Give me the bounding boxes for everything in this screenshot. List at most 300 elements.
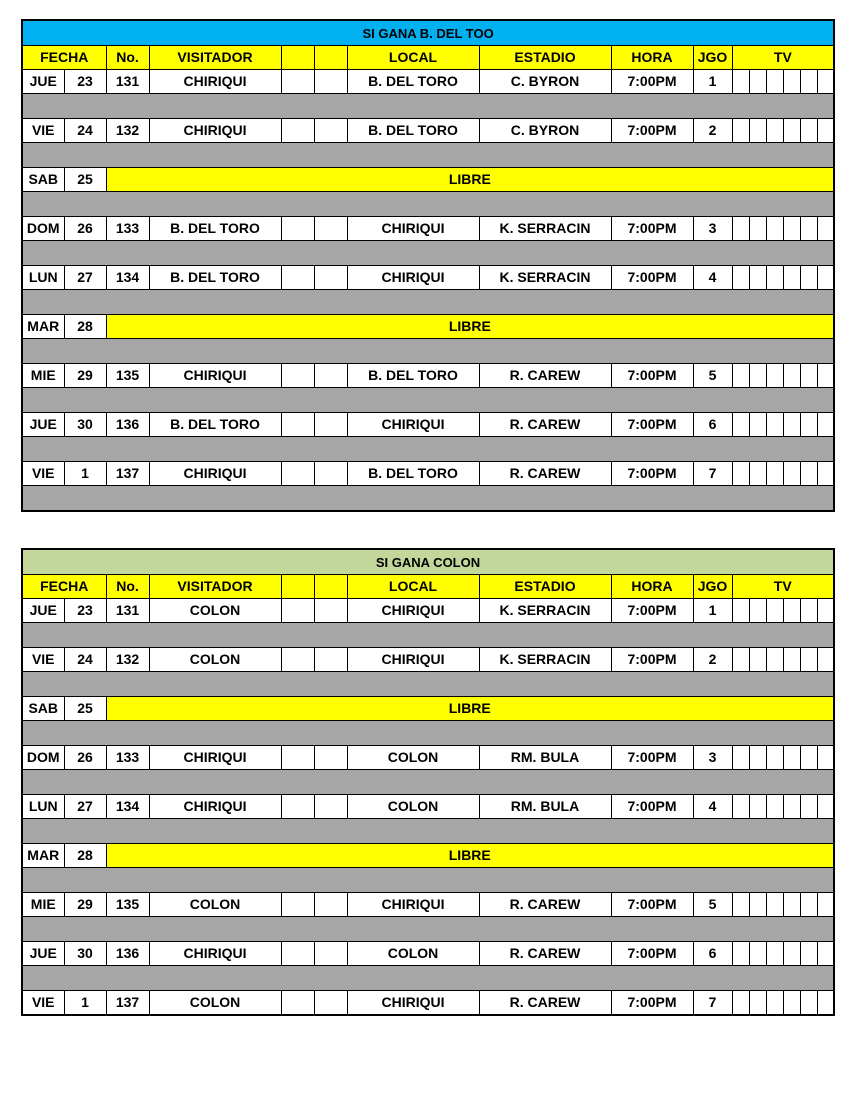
tv-cell	[817, 893, 834, 917]
tv-cell	[783, 462, 800, 486]
table-row	[22, 795, 834, 819]
spacer-row	[22, 192, 834, 217]
tv-cell	[732, 648, 749, 672]
blank-cell	[281, 648, 314, 672]
jgo-cell: 4	[693, 795, 732, 819]
hora-cell: 7:00PM	[611, 119, 693, 143]
table-title: SI GANA B. DEL TOO	[22, 20, 834, 46]
tv-cell	[749, 746, 766, 770]
tv-cell	[800, 942, 817, 966]
jgo-cell: 6	[693, 413, 732, 437]
spacer-row	[22, 819, 834, 844]
jgo-cell: 6	[693, 942, 732, 966]
tv-cell	[766, 599, 783, 623]
tv-cell	[766, 70, 783, 94]
tv-cell	[766, 364, 783, 388]
blank-cell	[281, 413, 314, 437]
table-row	[22, 991, 834, 1016]
spacer-row	[22, 339, 834, 364]
date-cell: 1	[64, 462, 106, 486]
jgo-cell: 5	[693, 364, 732, 388]
date-cell: 29	[64, 893, 106, 917]
date-cell: 1	[64, 991, 106, 1016]
date-cell: 24	[64, 119, 106, 143]
tv-cell	[749, 364, 766, 388]
spacer-row	[22, 143, 834, 168]
header-visitador: VISITADOR	[149, 46, 281, 70]
local-cell: CHIRIQUI	[347, 413, 479, 437]
visitador-cell: COLON	[149, 599, 281, 623]
header-estadio: ESTADIO	[479, 575, 611, 599]
game-number-cell: 137	[106, 991, 149, 1016]
spacer-row	[22, 241, 834, 266]
hora-cell: 7:00PM	[611, 599, 693, 623]
header-tv: TV	[732, 575, 834, 599]
local-cell: COLON	[347, 746, 479, 770]
tv-cell	[749, 119, 766, 143]
tv-cell	[817, 795, 834, 819]
day-cell: LUN	[22, 266, 64, 290]
tv-cell	[749, 266, 766, 290]
spacer-row	[22, 917, 834, 942]
tv-cell	[766, 991, 783, 1016]
blank-cell	[314, 462, 347, 486]
table-title: SI GANA COLON	[22, 549, 834, 575]
date-cell: 28	[64, 844, 106, 868]
spacer-cell	[22, 770, 834, 795]
spacer-row	[22, 868, 834, 893]
tv-cell	[783, 795, 800, 819]
tv-cell	[766, 413, 783, 437]
spacer-cell	[22, 819, 834, 844]
schedule-body	[22, 549, 834, 1015]
header-hora: HORA	[611, 575, 693, 599]
tv-cell	[800, 462, 817, 486]
tv-cell	[800, 991, 817, 1016]
table-row	[22, 893, 834, 917]
header-blank	[314, 46, 347, 70]
day-cell: JUE	[22, 942, 64, 966]
spacer-cell	[22, 966, 834, 991]
visitador-cell: CHIRIQUI	[149, 746, 281, 770]
table-row	[22, 599, 834, 623]
estadio-cell: R. CAREW	[479, 413, 611, 437]
day-cell: SAB	[22, 697, 64, 721]
visitador-cell: CHIRIQUI	[149, 942, 281, 966]
day-cell: MAR	[22, 315, 64, 339]
table-row	[22, 942, 834, 966]
day-cell: SAB	[22, 168, 64, 192]
game-number-cell: 135	[106, 364, 149, 388]
blank-cell	[281, 217, 314, 241]
tv-cell	[749, 942, 766, 966]
spacer-cell	[22, 868, 834, 893]
game-number-cell: 136	[106, 413, 149, 437]
tv-cell	[817, 648, 834, 672]
tv-cell	[800, 795, 817, 819]
hora-cell: 7:00PM	[611, 364, 693, 388]
spacer-cell	[22, 290, 834, 315]
tv-cell	[800, 266, 817, 290]
date-cell: 25	[64, 697, 106, 721]
estadio-cell: R. CAREW	[479, 364, 611, 388]
blank-cell	[314, 119, 347, 143]
game-number-cell: 136	[106, 942, 149, 966]
tv-cell	[766, 942, 783, 966]
visitador-cell: CHIRIQUI	[149, 364, 281, 388]
libre-cell: LIBRE	[106, 697, 834, 721]
day-cell: JUE	[22, 413, 64, 437]
schedule-table-colon	[21, 548, 835, 1016]
tv-cell	[749, 462, 766, 486]
local-cell: CHIRIQUI	[347, 217, 479, 241]
table-row	[22, 266, 834, 290]
header-estadio: ESTADIO	[479, 46, 611, 70]
game-number-cell: 133	[106, 746, 149, 770]
tv-cell	[732, 942, 749, 966]
visitador-cell: B. DEL TORO	[149, 266, 281, 290]
spacer-row	[22, 770, 834, 795]
date-cell: 27	[64, 266, 106, 290]
estadio-cell: C. BYRON	[479, 70, 611, 94]
libre-cell: LIBRE	[106, 844, 834, 868]
tv-cell	[817, 266, 834, 290]
blank-cell	[314, 599, 347, 623]
estadio-cell: R. CAREW	[479, 942, 611, 966]
date-cell: 23	[64, 70, 106, 94]
jgo-cell: 5	[693, 893, 732, 917]
tv-cell	[783, 364, 800, 388]
tv-cell	[766, 795, 783, 819]
tv-cell	[800, 119, 817, 143]
spacer-row	[22, 437, 834, 462]
spacer-cell	[22, 721, 834, 746]
game-number-cell: 137	[106, 462, 149, 486]
tv-cell	[766, 746, 783, 770]
day-cell: JUE	[22, 599, 64, 623]
tv-cell	[783, 942, 800, 966]
header-no: No.	[106, 46, 149, 70]
table-row	[22, 217, 834, 241]
local-cell: COLON	[347, 795, 479, 819]
tv-cell	[783, 413, 800, 437]
blank-cell	[281, 599, 314, 623]
local-cell: B. DEL TORO	[347, 462, 479, 486]
day-cell: JUE	[22, 70, 64, 94]
tv-cell	[732, 795, 749, 819]
jgo-cell: 3	[693, 746, 732, 770]
blank-cell	[314, 942, 347, 966]
visitador-cell: CHIRIQUI	[149, 119, 281, 143]
game-number-cell: 132	[106, 648, 149, 672]
local-cell: CHIRIQUI	[347, 599, 479, 623]
tv-cell	[732, 217, 749, 241]
tv-cell	[749, 413, 766, 437]
tv-cell	[817, 413, 834, 437]
tv-cell	[817, 746, 834, 770]
tv-cell	[766, 893, 783, 917]
day-cell: VIE	[22, 119, 64, 143]
tv-cell	[732, 893, 749, 917]
header-fecha: FECHA	[22, 46, 106, 70]
header-visitador: VISITADOR	[149, 575, 281, 599]
tv-cell	[732, 266, 749, 290]
table-row	[22, 648, 834, 672]
blank-cell	[314, 413, 347, 437]
tv-cell	[817, 991, 834, 1016]
tv-cell	[766, 266, 783, 290]
jgo-cell: 2	[693, 648, 732, 672]
blank-cell	[281, 364, 314, 388]
spacer-row	[22, 388, 834, 413]
date-cell: 28	[64, 315, 106, 339]
visitador-cell: B. DEL TORO	[149, 413, 281, 437]
tv-cell	[732, 413, 749, 437]
blank-cell	[314, 991, 347, 1016]
tv-cell	[800, 413, 817, 437]
tv-cell	[817, 599, 834, 623]
spacer-cell	[22, 143, 834, 168]
game-number-cell: 131	[106, 599, 149, 623]
tv-cell	[783, 991, 800, 1016]
spacer-row	[22, 721, 834, 746]
hora-cell: 7:00PM	[611, 648, 693, 672]
blank-cell	[314, 746, 347, 770]
blank-cell	[281, 746, 314, 770]
tv-cell	[766, 648, 783, 672]
tv-cell	[766, 119, 783, 143]
estadio-cell: K. SERRACIN	[479, 217, 611, 241]
local-cell: CHIRIQUI	[347, 648, 479, 672]
tv-cell	[800, 364, 817, 388]
jgo-cell: 4	[693, 266, 732, 290]
tv-cell	[749, 893, 766, 917]
spacer-cell	[22, 623, 834, 648]
jgo-cell: 1	[693, 70, 732, 94]
date-cell: 30	[64, 413, 106, 437]
blank-cell	[314, 364, 347, 388]
visitador-cell: COLON	[149, 648, 281, 672]
tv-cell	[783, 119, 800, 143]
hora-cell: 7:00PM	[611, 70, 693, 94]
blank-cell	[281, 119, 314, 143]
jgo-cell: 1	[693, 599, 732, 623]
blank-cell	[281, 462, 314, 486]
tv-cell	[783, 893, 800, 917]
blank-cell	[281, 893, 314, 917]
tv-cell	[749, 795, 766, 819]
spacer-cell	[22, 917, 834, 942]
day-cell: MAR	[22, 844, 64, 868]
table-row	[22, 746, 834, 770]
table-row	[22, 119, 834, 143]
tv-cell	[732, 364, 749, 388]
tv-cell	[732, 119, 749, 143]
libre-row	[22, 315, 834, 339]
blank-cell	[314, 795, 347, 819]
hora-cell: 7:00PM	[611, 266, 693, 290]
header-no: No.	[106, 575, 149, 599]
estadio-cell: K. SERRACIN	[479, 648, 611, 672]
blank-cell	[281, 70, 314, 94]
date-cell: 26	[64, 746, 106, 770]
tv-cell	[766, 462, 783, 486]
local-cell: B. DEL TORO	[347, 70, 479, 94]
libre-row	[22, 844, 834, 868]
jgo-cell: 2	[693, 119, 732, 143]
estadio-cell: R. CAREW	[479, 991, 611, 1016]
day-cell: LUN	[22, 795, 64, 819]
blank-cell	[314, 266, 347, 290]
blank-cell	[314, 217, 347, 241]
table-row	[22, 364, 834, 388]
header-jgo: JGO	[693, 575, 732, 599]
spacer-row	[22, 672, 834, 697]
tv-cell	[817, 217, 834, 241]
header-row	[22, 46, 834, 70]
hora-cell: 7:00PM	[611, 746, 693, 770]
day-cell: MIE	[22, 893, 64, 917]
visitador-cell: COLON	[149, 991, 281, 1016]
header-hora: HORA	[611, 46, 693, 70]
day-cell: VIE	[22, 648, 64, 672]
visitador-cell: B. DEL TORO	[149, 217, 281, 241]
tv-cell	[783, 599, 800, 623]
tv-cell	[732, 462, 749, 486]
blank-cell	[314, 70, 347, 94]
spacer-cell	[22, 388, 834, 413]
tv-cell	[766, 217, 783, 241]
date-cell: 26	[64, 217, 106, 241]
local-cell: B. DEL TORO	[347, 364, 479, 388]
tv-cell	[749, 648, 766, 672]
header-blank	[281, 46, 314, 70]
tv-cell	[817, 70, 834, 94]
game-number-cell: 134	[106, 795, 149, 819]
local-cell: B. DEL TORO	[347, 119, 479, 143]
day-cell: MIE	[22, 364, 64, 388]
header-local: LOCAL	[347, 575, 479, 599]
spacer-row	[22, 290, 834, 315]
tv-cell	[749, 991, 766, 1016]
tv-cell	[783, 217, 800, 241]
tv-cell	[732, 70, 749, 94]
header-row	[22, 575, 834, 599]
blank-cell	[314, 893, 347, 917]
estadio-cell: R. CAREW	[479, 462, 611, 486]
tv-cell	[783, 70, 800, 94]
schedule-body	[22, 20, 834, 511]
spacer-row	[22, 623, 834, 648]
jgo-cell: 7	[693, 991, 732, 1016]
libre-cell: LIBRE	[106, 315, 834, 339]
day-cell: VIE	[22, 462, 64, 486]
estadio-cell: K. SERRACIN	[479, 599, 611, 623]
tv-cell	[800, 70, 817, 94]
tv-cell	[817, 364, 834, 388]
header-blank	[314, 575, 347, 599]
hora-cell: 7:00PM	[611, 893, 693, 917]
blank-cell	[314, 648, 347, 672]
game-number-cell: 134	[106, 266, 149, 290]
header-local: LOCAL	[347, 46, 479, 70]
tv-cell	[732, 991, 749, 1016]
date-cell: 23	[64, 599, 106, 623]
header-jgo: JGO	[693, 46, 732, 70]
blank-cell	[281, 266, 314, 290]
header-blank	[281, 575, 314, 599]
visitador-cell: CHIRIQUI	[149, 70, 281, 94]
hora-cell: 7:00PM	[611, 217, 693, 241]
local-cell: CHIRIQUI	[347, 893, 479, 917]
visitador-cell: COLON	[149, 893, 281, 917]
blank-cell	[281, 795, 314, 819]
tv-cell	[817, 119, 834, 143]
blank-cell	[281, 942, 314, 966]
tv-cell	[783, 648, 800, 672]
jgo-cell: 3	[693, 217, 732, 241]
date-cell: 30	[64, 942, 106, 966]
libre-cell: LIBRE	[106, 168, 834, 192]
spacer-cell	[22, 339, 834, 364]
visitador-cell: CHIRIQUI	[149, 795, 281, 819]
game-number-cell: 133	[106, 217, 149, 241]
schedule-table-bocas	[21, 19, 835, 512]
hora-cell: 7:00PM	[611, 795, 693, 819]
spacer-cell	[22, 241, 834, 266]
day-cell: DOM	[22, 217, 64, 241]
jgo-cell: 7	[693, 462, 732, 486]
hora-cell: 7:00PM	[611, 413, 693, 437]
tv-cell	[749, 217, 766, 241]
estadio-cell: C. BYRON	[479, 119, 611, 143]
header-fecha: FECHA	[22, 575, 106, 599]
visitador-cell: CHIRIQUI	[149, 462, 281, 486]
blank-cell	[281, 991, 314, 1016]
table-row	[22, 413, 834, 437]
tv-cell	[783, 746, 800, 770]
estadio-cell: RM. BULA	[479, 746, 611, 770]
table-title-row	[22, 549, 834, 575]
hora-cell: 7:00PM	[611, 462, 693, 486]
tv-cell	[732, 746, 749, 770]
tv-cell	[732, 599, 749, 623]
tv-cell	[783, 266, 800, 290]
tv-cell	[800, 893, 817, 917]
date-cell: 25	[64, 168, 106, 192]
tv-cell	[800, 648, 817, 672]
date-cell: 29	[64, 364, 106, 388]
local-cell: COLON	[347, 942, 479, 966]
libre-row	[22, 697, 834, 721]
spacer-row	[22, 94, 834, 119]
tv-cell	[800, 746, 817, 770]
spacer-cell	[22, 94, 834, 119]
tv-cell	[817, 942, 834, 966]
game-number-cell: 131	[106, 70, 149, 94]
hora-cell: 7:00PM	[611, 942, 693, 966]
estadio-cell: RM. BULA	[479, 795, 611, 819]
estadio-cell: R. CAREW	[479, 893, 611, 917]
table-row	[22, 70, 834, 94]
spacer-cell	[22, 672, 834, 697]
day-cell: DOM	[22, 746, 64, 770]
spacer-cell	[22, 437, 834, 462]
tv-cell	[749, 599, 766, 623]
libre-row	[22, 168, 834, 192]
local-cell: CHIRIQUI	[347, 266, 479, 290]
table-row	[22, 462, 834, 486]
